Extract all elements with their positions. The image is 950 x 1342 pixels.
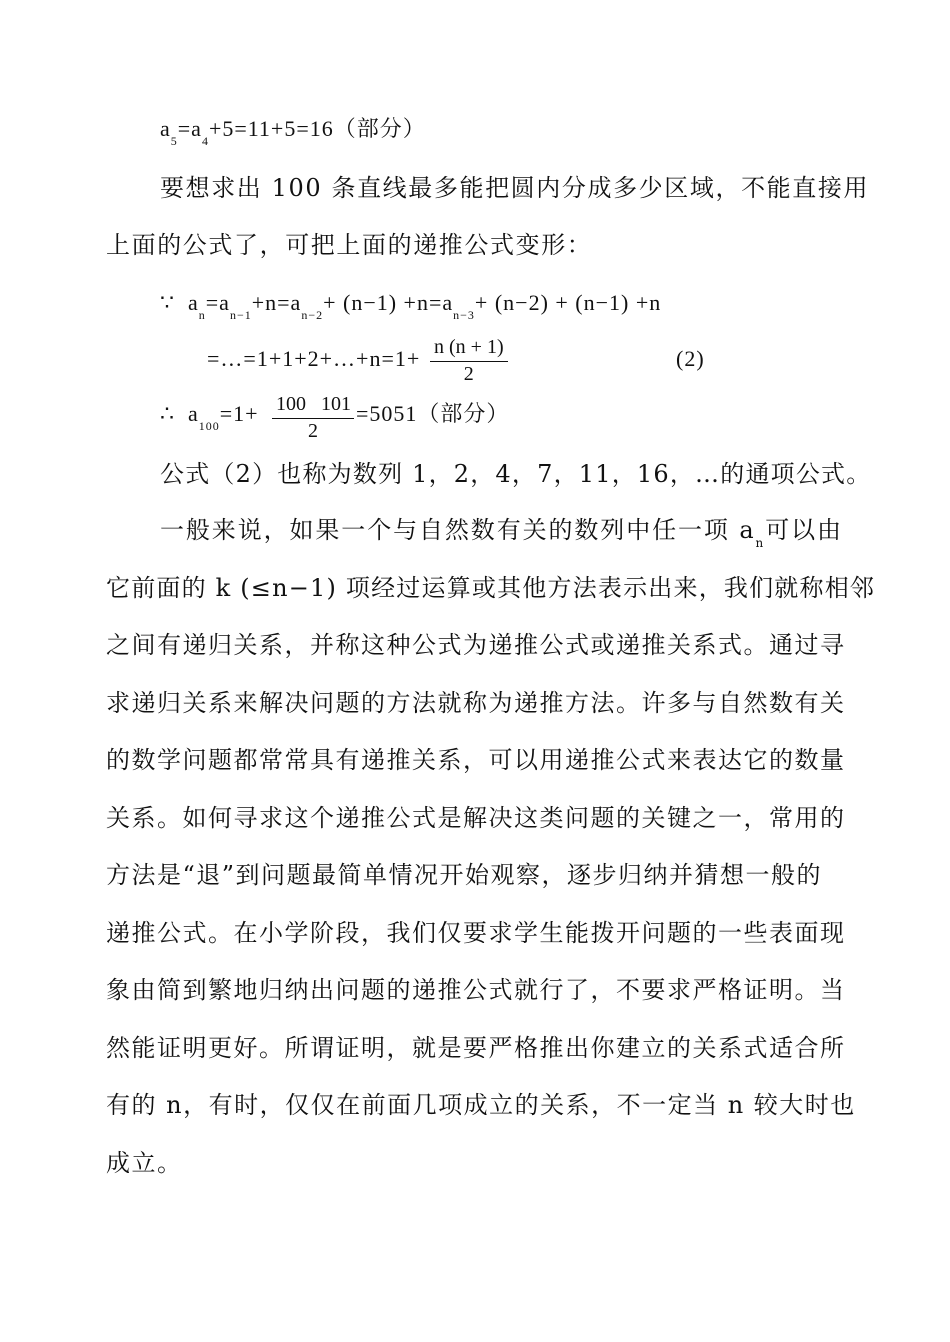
var-a: a [160,116,171,141]
formula-recurrence [160,288,662,322]
numerator: 100 101 [272,392,354,419]
subscript: n−2 [301,308,324,322]
denominator: 2 [308,420,318,442]
therefore-symbol: ∴ [160,401,175,426]
para-line: 它前面的 k (≤n−1) 项经过运算或其他方法表示出来，我们就称相邻 [106,574,876,602]
para-line: 成立。 [106,1149,183,1177]
var-a: a [188,290,199,315]
eq-text: =a [177,116,202,141]
subscript: n−3 [453,308,475,322]
fraction-100-101-over-2 [272,392,354,443]
subscript: n−1 [229,308,252,322]
para-line: 象由简到繁地归纳出问题的递推公式就行了，不要求严格证明。当 [106,976,846,1004]
because-symbol: ∵ [160,290,175,315]
var-a: a [188,401,199,426]
intro-line-1: 要想求出 100 条直线最多能把圆内分成多少区域，不能直接用 [160,174,870,202]
para-text: 一般来说，如果一个与自然数有关的数列中任一项 a [160,516,756,544]
eq-text: +n=a [251,290,302,315]
formula-result: =5051（部分） [356,401,510,426]
subscript: n [198,308,206,322]
eq-text: + (n−2) + (n−1) +n [474,290,662,315]
subscript: n [755,536,766,550]
formula-sum: =…=1+1+2+…+n=1+ [207,346,421,371]
intro-line-2: 上面的公式了，可把上面的递推公式变形： [106,231,593,259]
para-line: 的数学问题都常常具有递推关系，可以用递推公式来表达它的数量 [106,746,846,774]
para-line [160,515,843,550]
subscript: 100 [198,419,220,433]
eq-text: =1+ [219,401,259,426]
para-line: 递推公式。在小学阶段，我们仅要求学生能拨开问题的一些表面现 [106,919,846,947]
fraction-n-n1-over-2 [430,335,508,386]
eq-text: + (n−1) +n=a [323,290,454,315]
formula-a100 [160,399,259,433]
formula-note: 公式（2）也称为数列 1，2，4，7，11，16，…的通项公式。 [160,460,872,488]
subscript: 4 [201,134,209,148]
para-line: 之间有递归关系，并称这种公式为递推公式或递推关系式。通过寻 [106,631,846,659]
para-text: 可以由 [765,516,843,544]
para-line: 方法是“退”到问题最简单情况开始观察，逐步归纳并猜想一般的 [106,861,823,889]
para-line: 然能证明更好。所谓证明，就是要严格推出你建立的关系式适合所 [106,1034,846,1062]
eq-text: +5=11+5=16（部分） [208,116,426,141]
para-line: 求递归关系来解决问题的方法就称为递推方法。许多与自然数有关 [106,689,846,717]
eq-text: =a [205,290,230,315]
equation-a5 [160,114,426,148]
subscript: 5 [170,134,178,148]
para-line: 有的 n，有时，仅仅在前面几项成立的关系，不一定当 n 较大时也 [106,1091,856,1119]
formula-label: (2) [676,346,705,371]
denominator: 2 [463,363,474,385]
numerator: n (n + 1) [430,335,508,362]
para-line: 关系。如何寻求这个递推公式是解决这类问题的关键之一，常用的 [106,804,846,832]
